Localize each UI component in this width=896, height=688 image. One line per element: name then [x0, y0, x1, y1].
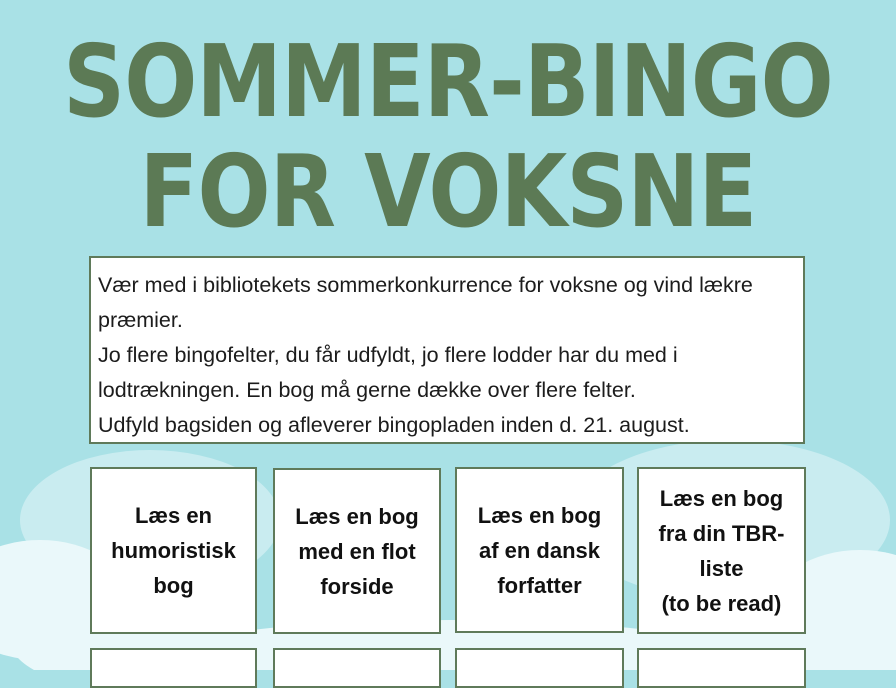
- intro-paragraph-3: Udfyld bagsiden og afleverer bingopladen inden d. 21. august.: [98, 413, 690, 437]
- bingo-cell-r2-c4[interactable]: [637, 648, 806, 688]
- bingo-cell-r2-c3[interactable]: [455, 648, 624, 688]
- bingo-cell-r1-c1[interactable]: [90, 467, 257, 634]
- bingo-cell-label: Læs en humoristisk bog: [111, 503, 236, 598]
- page-title-line-1: SOMMER-BINGO: [63, 23, 833, 140]
- bingo-cell-r2-c1[interactable]: [90, 648, 257, 688]
- intro-box: [89, 256, 805, 444]
- bingo-cell-r1-c3[interactable]: [455, 467, 624, 633]
- bingo-cell-label: Læs en bog med en flot forside: [295, 503, 419, 599]
- bingo-cell-r1-c4[interactable]: [637, 467, 806, 634]
- bingo-cell-label: Læs en bog fra din TBR- liste (to be read): [658, 485, 785, 616]
- page-title-line-2: FOR VOKSNE: [139, 133, 757, 250]
- intro-paragraph-2: Jo flere bingofelter, du får udfyldt, jo flere lodder har du med i lodtrækningen. En bog må gerne dække over flere felter.: [98, 343, 678, 402]
- intro-paragraph-1: Vær med i bibliotekets sommerkonkurrence for voksne og vind lækre præmier.: [98, 273, 753, 332]
- bingo-cell-r1-c2[interactable]: [273, 468, 441, 634]
- bingo-cell-r2-c2[interactable]: [273, 648, 441, 688]
- bingo-cell-label: Læs en bog af en dansk forfatter: [477, 502, 602, 598]
